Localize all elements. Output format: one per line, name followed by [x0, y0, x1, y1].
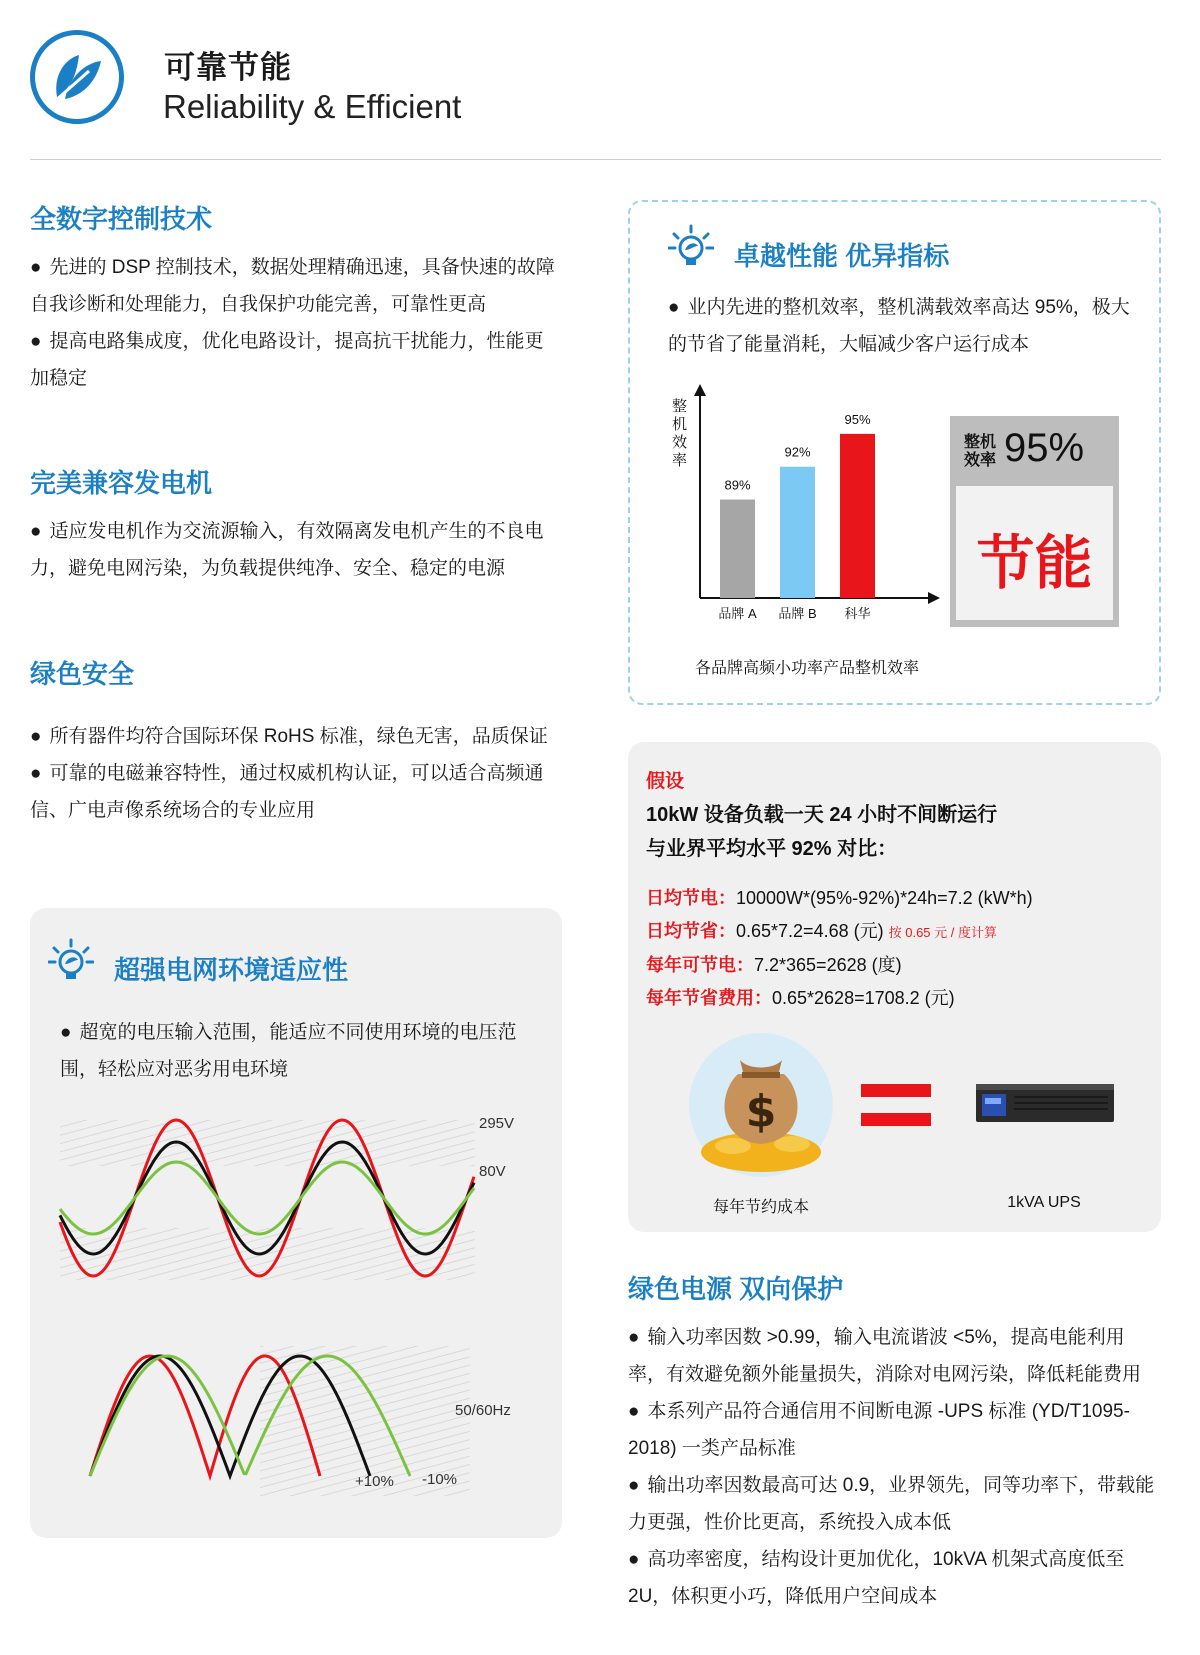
calc-row: 每年节省费用：0.65*2628=1708.2 (元): [646, 988, 955, 1008]
assumption-text: 10kW 设备负载一天 24 小时不间断运行 与业界平均水平 92% 对比：: [646, 804, 998, 860]
section-body-green-safety: [30, 718, 562, 829]
leaf-icon: [30, 30, 124, 124]
calc-row: 日均节省：0.65*7.2=4.68 (元) 按 0.65 元 / 度计算: [646, 921, 997, 941]
bar-2: [780, 467, 815, 598]
label-295v: 295V: [479, 1118, 515, 1132]
section-heading-generator: 完美兼容发电机: [30, 468, 213, 498]
label-80v: 80V: [479, 1163, 506, 1180]
bar-1: [720, 500, 755, 598]
efficiency-badge: [950, 416, 1119, 627]
bullet-text: ● 适应发电机作为交流源输入，有效隔离发电机产生的不良电力，避免电网污染，为负载提供纯净、安全、稳定的电源: [30, 513, 562, 587]
bar-value-label: 95%: [844, 411, 871, 427]
chart-ylabel: 整机效率: [672, 398, 688, 469]
calc-row: 每年可节电：7.2*365=2628 (度): [646, 955, 902, 975]
voltage-frequency-diagram: [30, 1118, 562, 1518]
panel-heading: 卓越性能 优异指标: [734, 241, 950, 271]
bar-value-label: 92%: [784, 444, 811, 460]
badge-energy-saving: 节能: [976, 531, 1093, 596]
money-bag-icon: [688, 1032, 834, 1178]
page-subtitle: Reliability & Efficient: [163, 88, 462, 125]
badge-value: 95%: [1004, 426, 1085, 470]
ups-caption: 1kVA UPS: [1007, 1194, 1081, 1211]
category-label: 品牌 A: [718, 606, 757, 621]
label-frequency: 50/60Hz: [455, 1402, 511, 1419]
equals-icon: [861, 1080, 931, 1130]
savings-calculations: [646, 882, 1033, 1015]
y-axis-arrow: [694, 384, 706, 396]
money-caption: 每年节约成本: [712, 1199, 809, 1216]
bullet-text: ● 先进的 DSP 控制技术，数据处理精确迅速，具备快速的故障自我诊断和处理能力，自我保护功能完善，可靠性更高: [30, 249, 562, 323]
assumption-panel: [628, 742, 1161, 1232]
bullet-text: ● 本系列产品符合通信用不间断电源 -UPS 标准 (YD/T1095-2018) 一类产品标准: [628, 1393, 1161, 1467]
x-axis-arrow: [928, 592, 940, 604]
badge-inner: [956, 486, 1113, 620]
panel-body: [60, 1014, 540, 1088]
lightbulb-icon: [48, 938, 94, 984]
bar-value-label: 89%: [724, 477, 751, 493]
bullet-text: ● 提高电路集成度，优化电路设计，提高抗干扰能力，性能更加稳定: [30, 323, 562, 397]
bullet-text: ● 可靠的电磁兼容特性，通过权威机构认证，可以适合高频通信、广电声像系统场合的专业应用: [30, 755, 562, 829]
header-divider: [30, 159, 1161, 160]
bullet-text: ● 业内先进的整机效率，整机满载效率高达 95%，极大的节省了能量消耗，大幅减少客户运行成本: [668, 289, 1138, 363]
panel-heading: 超强电网环境适应性: [114, 955, 349, 985]
section-body-generator: [30, 513, 562, 587]
page-title: 可靠节能: [164, 50, 292, 85]
bullet-text: ● 高功率密度，结构设计更加优化，10kVA 机架式高度低至 2U，体积更小巧，降低用户空间成本: [628, 1541, 1161, 1615]
chart-title: 各品牌高频小功率产品整机效率: [695, 660, 920, 677]
svg-text:$: $: [745, 1086, 777, 1137]
section-heading-green-safety: 绿色安全: [30, 659, 135, 689]
bar-3: [840, 434, 875, 598]
grid-adaptability-panel: [30, 908, 562, 1538]
section-heading-digital: 全数字控制技术: [30, 204, 213, 234]
lightbulb-icon: [668, 224, 714, 270]
rack-ups-icon: [976, 1084, 1114, 1124]
panel-body: [668, 289, 1138, 363]
bullet-text: ● 所有器件均符合国际环保 RoHS 标准，绿色无害，品质保证: [30, 718, 562, 755]
performance-panel: [628, 200, 1161, 705]
section-body-green-power: [628, 1319, 1161, 1615]
label-minus10: -10%: [422, 1471, 458, 1488]
bullet-text: ● 输入功率因数 >0.99，输入电流谐波 <5%，提高电能利用率，有效避免额外能量损失，消除对电网污染，降低耗能费用: [628, 1319, 1161, 1393]
bullet-text: ● 超宽的电压输入范围，能适应不同使用环境的电压范围，轻松应对恶劣用电环境: [60, 1014, 540, 1088]
category-label: 品牌 B: [778, 606, 817, 621]
label-plus10: +10%: [355, 1473, 394, 1490]
bullet-text: ● 输出功率因数最高可达 0.9，业界领先，同等功率下，带载能力更强，性价比更高，系统投入成本低: [628, 1467, 1161, 1541]
assumption-title: 假设: [646, 771, 685, 792]
section-heading-green-power: 绿色电源 双向保护: [628, 1274, 844, 1304]
voltage-hatch-top: [60, 1120, 475, 1166]
section-body-digital: [30, 249, 562, 397]
category-label: 科华: [844, 606, 871, 621]
calc-row: 日均节电：10000W*(95%-92%)*24h=7.2 (kW*h): [646, 888, 1033, 908]
badge-label: 整机 效率: [964, 434, 997, 469]
